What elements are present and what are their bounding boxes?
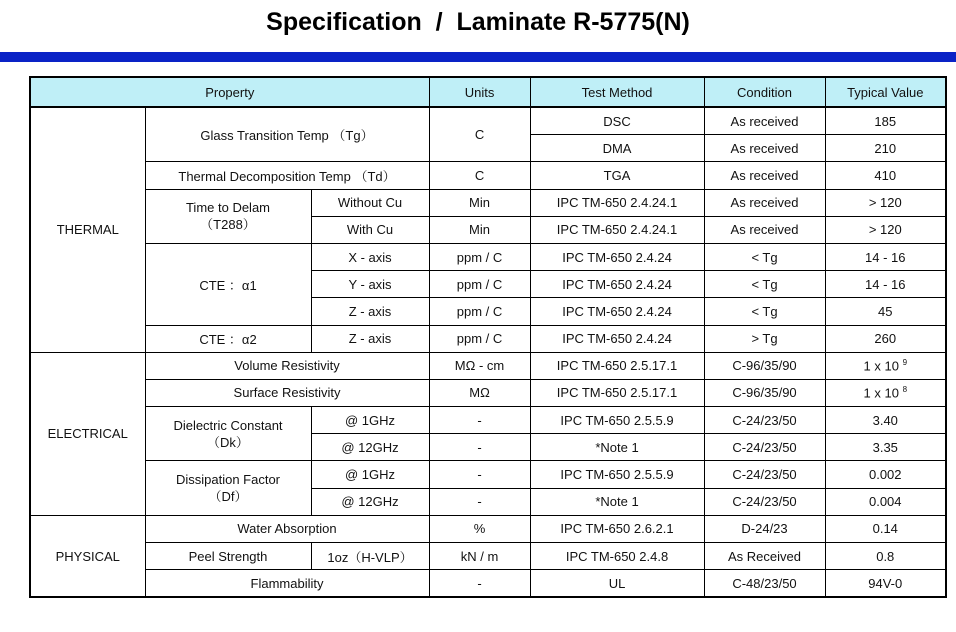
method-cell: IPC TM-650 2.6.2.1 [530,515,704,542]
sub-cell: @ 12GHz [311,434,429,461]
condition-cell: C-24/23/50 [704,407,825,434]
page-title: Specification / Laminate R-5775(N) [266,8,690,36]
sub-cell: @ 12GHz [311,488,429,515]
condition-cell: C-24/23/50 [704,488,825,515]
property-line: Dielectric Constant [173,417,283,433]
property-cte-a2: CTE ：α2 [145,325,311,352]
property-cte-a1: CTE ：α1 [145,243,311,325]
units-cell: - [429,461,530,488]
units-cell: - [429,570,530,598]
method-cell: *Note 1 [530,434,704,461]
header-condition: Condition [704,77,825,107]
sub-cell: @ 1GHz [311,407,429,434]
category-thermal: THERMAL [30,107,145,352]
value-cell: 410 [825,162,946,189]
units-cell: Min [429,216,530,243]
value-cell: > 120 [825,216,946,243]
units-cell: % [429,515,530,542]
sub-cell: Y - axis [311,271,429,298]
value-cell: 260 [825,325,946,352]
units-cell: Min [429,189,530,216]
method-cell: DMA [530,135,704,162]
property-surface-resistivity: Surface Resistivity [145,379,429,406]
property-line: Time to Delam [185,200,271,216]
sub-cell: 1oz（H-VLP） [311,543,429,570]
condition-cell: > Tg [704,325,825,352]
header-test-method: Test Method [530,77,704,107]
table-row [30,325,946,352]
property-line: （Df） [208,489,248,505]
method-cell: IPC TM-650 2.4.24 [530,271,704,298]
sub-cell: With Cu [311,216,429,243]
value-cell: 3.35 [825,434,946,461]
value-cell: > 120 [825,189,946,216]
condition-cell: As received [704,189,825,216]
condition-cell: < Tg [704,243,825,270]
units-cell: ppm / C [429,298,530,325]
units-cell: ppm / C [429,325,530,352]
property-dielectric-constant [145,407,311,461]
method-cell: IPC TM-650 2.5.5.9 [530,407,704,434]
table-row [30,570,946,598]
title-divider [0,52,956,62]
property-line: （T288） [200,217,256,233]
value-cell: 94V-0 [825,570,946,598]
condition-cell: C-48/23/50 [704,570,825,598]
table-row [30,162,946,189]
value-cell: 0.8 [825,543,946,570]
units-cell: - [429,488,530,515]
value-cell: 210 [825,135,946,162]
units-cell: - [429,407,530,434]
method-cell: IPC TM-650 2.5.17.1 [530,352,704,379]
value-cell: 14 - 16 [825,271,946,298]
property-time-to-delam [145,189,311,243]
method-cell: IPC TM-650 2.4.24.1 [530,189,704,216]
property-td: Thermal Decomposition Temp （Td） [145,162,429,189]
table-row [30,461,946,488]
table-row [30,407,946,434]
property-dissipation-factor [145,461,311,515]
condition-cell: As received [704,135,825,162]
units-cell: MΩ [429,379,530,406]
sub-cell: Z - axis [311,325,429,352]
sub-cell: X - axis [311,243,429,270]
condition-cell: As Received [704,543,825,570]
header-property: Property [30,77,429,107]
condition-cell: As received [704,216,825,243]
value-exponent: 9 [902,358,908,368]
sub-cell: @ 1GHz [311,461,429,488]
condition-cell: C-96/35/90 [704,379,825,406]
method-cell: IPC TM-650 2.5.17.1 [530,379,704,406]
property-tg: Glass Transition Temp （Tg） [145,107,429,162]
value-base: 1 x 10 [863,385,899,401]
table-row [30,107,946,135]
condition-cell: < Tg [704,298,825,325]
units-cell: MΩ - cm [429,352,530,379]
condition-cell: C-24/23/50 [704,434,825,461]
header-units: Units [429,77,530,107]
table-row [30,515,946,542]
value-cell: 14 - 16 [825,243,946,270]
property-line: Dissipation Factor [175,472,281,488]
sub-cell: Without Cu [311,189,429,216]
category-physical: PHYSICAL [30,515,145,597]
method-cell: IPC TM-650 2.4.24 [530,325,704,352]
property-flammability: Flammability [145,570,429,598]
method-cell: IPC TM-650 2.4.24 [530,298,704,325]
units-cell: - [429,434,530,461]
value-cell: 0.004 [825,488,946,515]
method-cell: TGA [530,162,704,189]
method-cell: *Note 1 [530,488,704,515]
value-exponent: 8 [902,385,908,395]
method-cell: IPC TM-650 2.5.5.9 [530,461,704,488]
method-cell: IPC TM-650 2.4.8 [530,543,704,570]
condition-cell: As received [704,162,825,189]
method-cell: IPC TM-650 2.4.24.1 [530,216,704,243]
property-line: （Dk） [207,434,249,450]
method-cell: DSC [530,107,704,135]
condition-cell: D-24/23 [704,515,825,542]
table-row [30,379,946,406]
header-typical-value: Typical Value [825,77,946,107]
units-cell: ppm / C [429,243,530,270]
condition-cell: C-24/23/50 [704,461,825,488]
method-cell: UL [530,570,704,598]
spec-table [29,76,947,598]
condition-cell: As received [704,107,825,135]
value-base: 1 x 10 [863,358,899,374]
property-water-absorption: Water Absorption [145,515,429,542]
units-cell: C [429,162,530,189]
value-cell: 0.14 [825,515,946,542]
table-row [30,543,946,570]
condition-cell: < Tg [704,271,825,298]
header-row [30,77,946,107]
value-cell: 0.002 [825,461,946,488]
units-cell: kN / m [429,543,530,570]
property-peel-strength: Peel Strength [145,543,311,570]
value-cell: 3.40 [825,407,946,434]
table-row [30,189,946,216]
units-cell: ppm / C [429,271,530,298]
category-electrical: ELECTRICAL [30,352,145,515]
units-tg: C [429,107,530,162]
value-cell [825,379,946,406]
sub-cell: Z - axis [311,298,429,325]
value-cell [825,352,946,379]
value-cell: 45 [825,298,946,325]
condition-cell: C-96/35/90 [704,352,825,379]
value-cell: 185 [825,107,946,135]
method-cell: IPC TM-650 2.4.24 [530,243,704,270]
table-row [30,352,946,379]
property-volume-resistivity: Volume Resistivity [145,352,429,379]
table-row [30,243,946,270]
